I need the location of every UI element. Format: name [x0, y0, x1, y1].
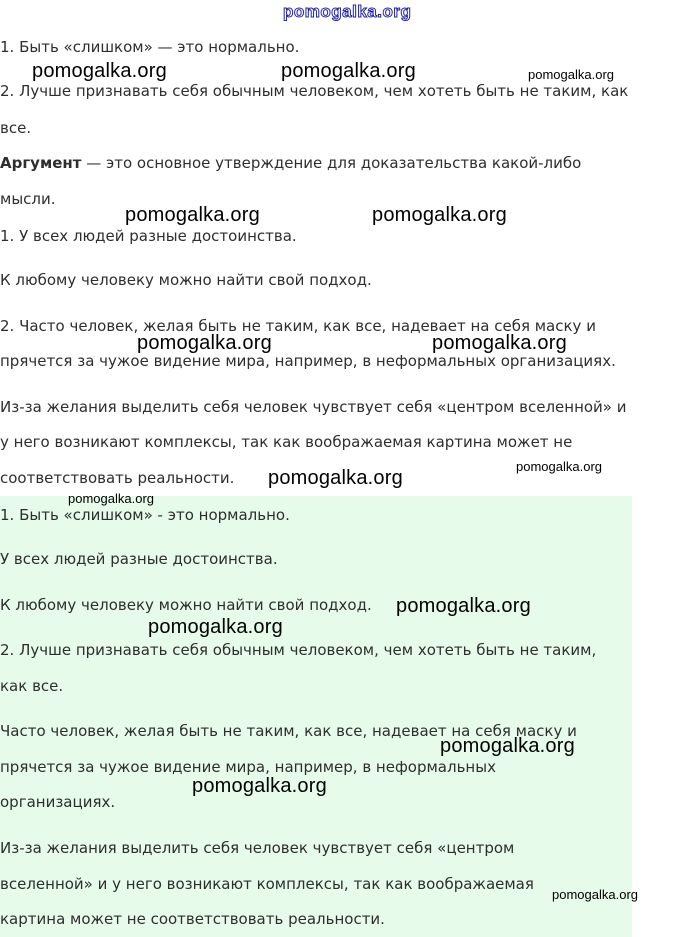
- watermark: pomogalka.org: [68, 491, 154, 506]
- argument-2-line-2: прячется за чужое видение мира, например, в неформальных организациях.: [0, 352, 616, 370]
- answer-p5-line-3: организациях.: [0, 793, 116, 811]
- answer-p5-line-1: Часто человек, желая быть не таким, как все, надевает на себя маску и: [0, 722, 577, 740]
- answer-p2: У всех людей разные достоинства.: [0, 550, 278, 568]
- thesis-1: 1. Быть «слишком» — это нормально.: [0, 38, 300, 56]
- argument-definition-text: — это основное утверждение для доказательства какой-либо: [81, 154, 582, 172]
- watermark: pomogalka.org: [125, 204, 260, 226]
- answer-p4-line-2: как все.: [0, 677, 64, 695]
- site-watermark: pomogalka.org: [283, 2, 412, 21]
- answer-p3: К любому человеку можно найти свой подход.: [0, 596, 372, 614]
- watermark: pomogalka.org: [440, 735, 575, 757]
- argument-3-line-1: Из-за желания выделить себя человек чувствует себя «центром вселенной» и: [0, 398, 627, 416]
- watermark: pomogalka.org: [192, 775, 327, 797]
- answer-p1: 1. Быть «слишком» - это нормально.: [0, 506, 290, 524]
- argument-term: Аргумент: [0, 154, 82, 172]
- watermark: pomogalka.org: [516, 459, 602, 474]
- argument-2-line-1: 2. Часто человек, желая быть не таким, как все, надевает на себя маску и: [0, 317, 596, 335]
- thesis-2-line-2: все.: [0, 119, 32, 137]
- answer-p6-line-3: картина может не соответствовать реальности.: [0, 910, 385, 928]
- argument-definition: [0, 153, 581, 173]
- answer-p6-line-1: Из-за желания выделить себя человек чувствует себя «центром: [0, 839, 515, 857]
- watermark: pomogalka.org: [268, 467, 403, 489]
- answer-p4-line-1: 2. Лучше признавать себя обычным человеком, чем хотеть быть не таким,: [0, 641, 597, 659]
- watermark: pomogalka.org: [396, 595, 531, 617]
- thesis-2-line-1: 2. Лучше признавать себя обычным человеком, чем хотеть быть не таким, как: [0, 82, 629, 100]
- argument-1: 1. У всех людей разные достоинства.: [0, 227, 297, 245]
- argument-3-line-2: у него возникают комплексы, так как воображаемая картина может не: [0, 433, 573, 451]
- answer-p6-line-2: вселенной» и у него возникают комплексы, так как воображаемая: [0, 875, 534, 893]
- watermark: pomogalka.org: [432, 332, 567, 354]
- watermark: pomogalka.org: [528, 67, 614, 82]
- watermark: pomogalka.org: [281, 60, 416, 82]
- watermark: pomogalka.org: [32, 60, 167, 82]
- answer-p5-line-2: прячется за чужое видение мира, например, в неформальных: [0, 758, 496, 776]
- watermark: pomogalka.org: [372, 204, 507, 226]
- watermark: pomogalka.org: [137, 332, 272, 354]
- argument-3-line-3: соответствовать реальности.: [0, 469, 235, 487]
- argument-definition-line-2: мысли.: [0, 190, 56, 208]
- watermark: pomogalka.org: [148, 616, 283, 638]
- argument-1b: К любому человеку можно найти свой подход.: [0, 271, 372, 289]
- watermark: pomogalka.org: [552, 887, 638, 902]
